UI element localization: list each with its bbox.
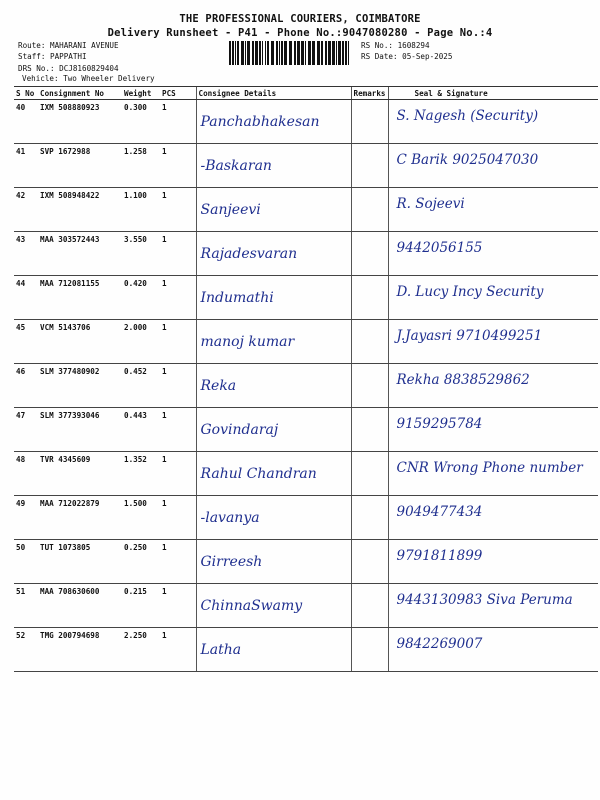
signature-handwritten-cell [388,320,598,364]
remarks-cell [351,276,388,320]
consignee-handwritten: Indumathi [200,290,274,306]
serial-number: 47 [14,408,38,452]
remarks-cell [351,364,388,408]
weight-value: 1.258 [122,144,160,188]
signature-handwritten-cell [388,452,598,496]
signature-handwritten: 9791811899 [396,548,483,564]
barcode-bar [308,41,311,65]
barcode-bar [232,41,234,65]
pieces-count: 1 [160,144,196,188]
consignment-number: TMG 200794698 [38,628,122,672]
weight-value: 1.500 [122,496,160,540]
pieces-count: 1 [160,584,196,628]
remarks-cell [351,232,388,276]
vehicle-label: Vehicle: Two Wheeler Delivery [22,74,155,83]
pieces-count: 1 [160,540,196,584]
consignment-number: MAA 708630600 [38,584,122,628]
consignee-handwritten-cell [196,452,351,496]
serial-number: 46 [14,364,38,408]
serial-number: 43 [14,232,38,276]
col-header-sno: S No [14,87,38,100]
barcode-bar [348,41,349,65]
barcode-bar [284,41,287,65]
consignment-number: SLM 377480902 [38,364,122,408]
remarks-cell [351,100,388,144]
barcode-bar [301,41,304,65]
barcode-bar [332,41,335,65]
col-header-consignee: Consignee Details [196,87,351,100]
col-header-consignment: Consignment No [38,87,122,100]
consignment-number: IXM 508948422 [38,188,122,232]
signature-handwritten-cell [388,188,598,232]
document-subtitle: Delivery Runsheet - P41 - Phone No.:9047080280 - Page No.:4 [107,27,493,39]
consignee-handwritten: Reka [200,378,237,394]
remarks-cell [351,584,388,628]
remarks-cell [351,144,388,188]
serial-number: 52 [14,628,38,672]
signature-handwritten-cell [388,232,598,276]
route-label: Route: MAHARANI AVENUE [18,41,119,50]
consignee-handwritten: -lavanya [200,510,260,526]
pieces-count: 1 [160,364,196,408]
table-row [14,496,598,540]
consignee-handwritten: Panchabhakesan [200,114,320,130]
drs-number: DRS No.: DCJ8160829404 [18,64,119,73]
barcode-bar [281,41,283,65]
document-title: THE PROFESSIONAL COURIERS, COIMBATORE [179,13,421,25]
table-row [14,364,598,408]
remarks-cell [351,320,388,364]
consignee-handwritten: Rajadesvaran [200,246,298,262]
table-row [14,276,598,320]
consignee-handwritten: Rahul Chandran [200,466,317,482]
consignee-handwritten-cell [196,496,351,540]
table-row [14,144,598,188]
signature-handwritten-cell [388,276,598,320]
rs-number: RS No.: 1608294 [361,41,430,50]
consignee-handwritten: ChinnaSwamy [200,598,303,614]
barcode-bar [255,41,258,65]
barcode-bar [245,41,246,65]
delivery-table [14,86,598,672]
weight-value: 3.550 [122,232,160,276]
remarks-cell [351,452,388,496]
barcode-image [229,41,353,65]
barcode-bar [235,41,236,65]
serial-number: 48 [14,452,38,496]
table-row [14,188,598,232]
table-row [14,408,598,452]
consignee-handwritten: Sanjeevi [200,202,261,218]
remarks-cell [351,408,388,452]
signature-handwritten: 9159295784 [396,416,483,432]
signature-handwritten-cell [388,496,598,540]
col-header-pcs: PCS [160,87,196,100]
signature-handwritten: C Barik 9025047030 [396,152,539,168]
table-row [14,452,598,496]
weight-value: 0.300 [122,100,160,144]
consignee-handwritten-cell [196,408,351,452]
barcode-bar [342,41,344,65]
barcode-bar [237,41,239,65]
consignee-handwritten-cell [196,144,351,188]
consignee-handwritten-cell [196,584,351,628]
signature-handwritten: CNR Wrong Phone number [396,460,583,476]
signature-handwritten: 9049477434 [396,504,483,520]
barcode-bar [297,41,300,65]
signature-handwritten: S. Nagesh (Security) [396,108,539,124]
consignment-number: MAA 712022879 [38,496,122,540]
staff-label: Staff: PAPPATHI [18,52,87,61]
table-row [14,540,598,584]
pieces-count: 1 [160,496,196,540]
serial-number: 45 [14,320,38,364]
weight-value: 0.215 [122,584,160,628]
consignment-number: IXM 508880923 [38,100,122,144]
signature-handwritten: 9842269007 [396,636,483,652]
barcode-bar [305,41,306,65]
consignment-number: SVP 1672988 [38,144,122,188]
barcode-bar [328,41,331,65]
barcode-bar [247,41,250,65]
barcode-bar [312,41,315,65]
consignment-number: MAA 303572443 [38,232,122,276]
col-header-weight: Weight [122,87,160,100]
signature-handwritten: Rekha 8838529862 [396,372,530,388]
barcode-bar [262,41,263,65]
barcode-bar [229,41,231,65]
weight-value: 2.000 [122,320,160,364]
barcode-bar [294,41,296,65]
consignee-handwritten-cell [196,100,351,144]
consignment-number: TUT 1073805 [38,540,122,584]
pieces-count: 1 [160,232,196,276]
weight-value: 0.443 [122,408,160,452]
barcode-bar [345,41,347,65]
remarks-cell [351,540,388,584]
consignee-handwritten: Govindaraj [200,422,279,438]
rs-date: RS Date: 05-Sep-2025 [361,52,453,61]
pieces-count: 1 [160,276,196,320]
consignee-handwritten-cell [196,320,351,364]
barcode-bar [336,41,337,65]
weight-value: 0.452 [122,364,160,408]
barcode-bar [259,41,261,65]
consignment-number: TVR 4345609 [38,452,122,496]
consignee-handwritten-cell [196,188,351,232]
serial-number: 42 [14,188,38,232]
table-row [14,232,598,276]
signature-handwritten-cell [388,584,598,628]
col-header-signature: Seal & Signature [388,87,598,100]
barcode-bar [289,41,292,65]
barcode-bar [317,41,320,65]
consignee-handwritten: Girreesh [200,554,263,570]
consignee-handwritten-cell [196,276,351,320]
barcode-bar [321,41,323,65]
barcode-bar [325,41,327,65]
signature-handwritten: R. Sojeevi [396,196,465,212]
weight-value: 1.100 [122,188,160,232]
signature-handwritten-cell [388,100,598,144]
remarks-cell [351,496,388,540]
pieces-count: 1 [160,452,196,496]
serial-number: 44 [14,276,38,320]
consignment-number: SLM 377393046 [38,408,122,452]
consignee-handwritten: Latha [200,642,242,658]
weight-value: 0.420 [122,276,160,320]
signature-handwritten: D. Lucy Incy Security [396,284,544,300]
col-header-remarks: Remarks [351,87,388,100]
signature-handwritten: 9443130983 Siva Peruma [396,592,573,608]
remarks-cell [351,628,388,672]
barcode-bar [279,41,280,65]
serial-number: 40 [14,100,38,144]
consignee-handwritten-cell [196,232,351,276]
weight-value: 0.250 [122,540,160,584]
barcode-bar [271,41,274,65]
weight-value: 2.250 [122,628,160,672]
pieces-count: 1 [160,320,196,364]
pieces-count: 1 [160,408,196,452]
serial-number: 49 [14,496,38,540]
serial-number: 51 [14,584,38,628]
signature-handwritten: J.Jayasri 9710499251 [396,328,543,344]
signature-handwritten-cell [388,540,598,584]
consignee-handwritten: manoj kumar [200,334,295,350]
barcode-bar [252,41,254,65]
table-row [14,584,598,628]
consignee-handwritten: -Baskaran [200,158,272,174]
table-row [14,100,598,144]
barcode-bar [267,41,269,65]
signature-handwritten-cell [388,408,598,452]
consignment-number: VCM 5143706 [38,320,122,364]
serial-number: 41 [14,144,38,188]
signature-handwritten-cell [388,144,598,188]
weight-value: 1.352 [122,452,160,496]
barcode-bar [338,41,341,65]
signature-handwritten-cell [388,364,598,408]
signature-handwritten-cell [388,628,598,672]
pieces-count: 1 [160,188,196,232]
serial-number: 50 [14,540,38,584]
barcode-bar [276,41,278,65]
consignee-handwritten-cell [196,540,351,584]
table-row [14,628,598,672]
remarks-cell [351,188,388,232]
consignment-number: MAA 712081155 [38,276,122,320]
pieces-count: 1 [160,628,196,672]
barcode-bar [241,41,244,65]
pieces-count: 1 [160,100,196,144]
consignee-handwritten-cell [196,628,351,672]
signature-handwritten: 9442056155 [396,240,483,256]
table-header-row [14,87,598,100]
consignee-handwritten-cell [196,364,351,408]
barcode-bar [265,41,266,65]
table-row [14,320,598,364]
